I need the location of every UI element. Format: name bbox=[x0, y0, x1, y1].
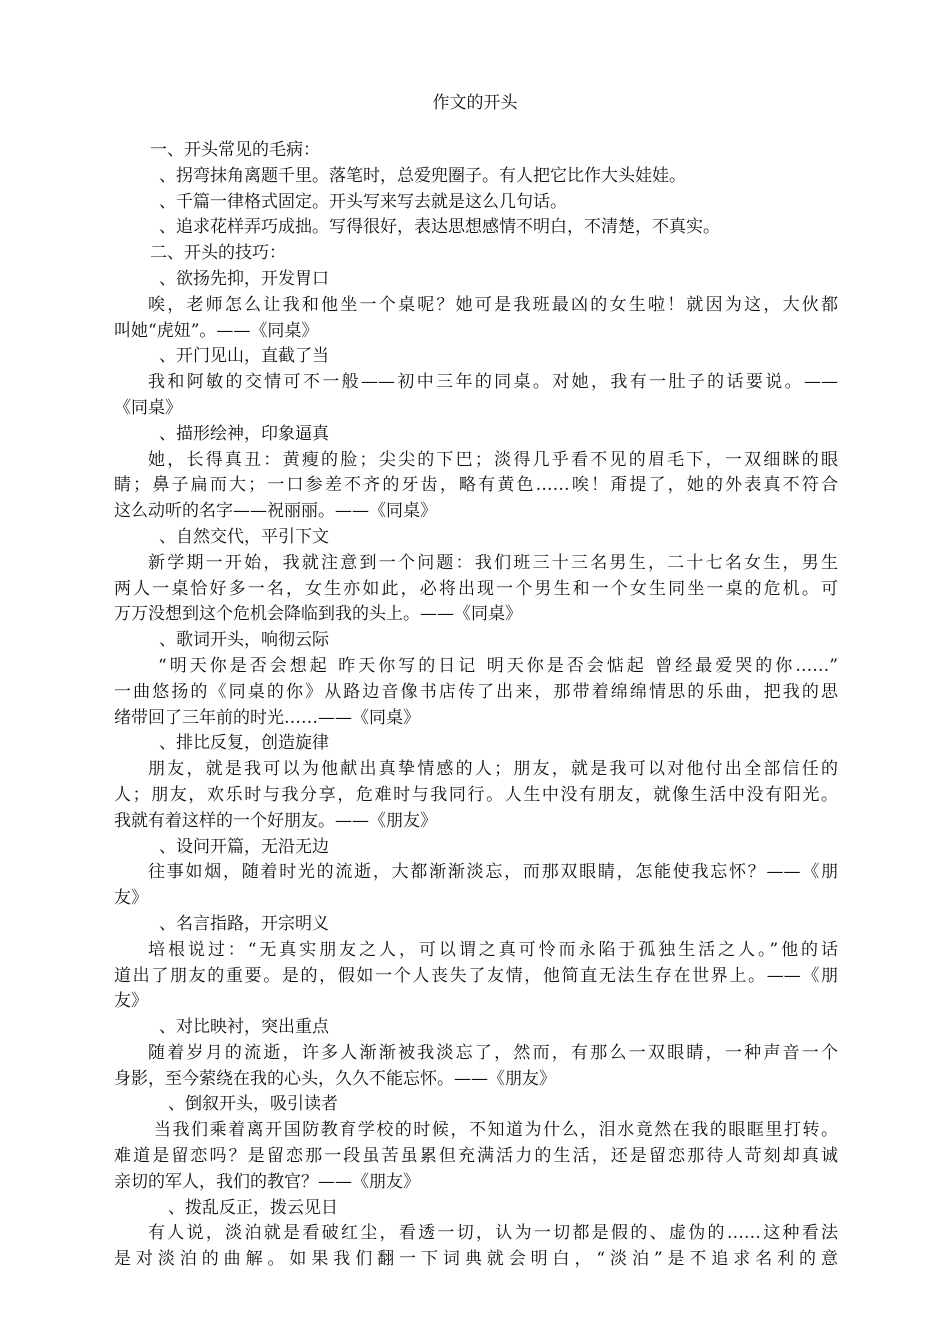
paragraph-line: 睛；鼻子扁而大；一口参差不齐的牙齿，略有黄色……唉！甭提了，她的外表真不符合 bbox=[114, 475, 838, 496]
paragraph-line: 身影，至今萦绕在我的心头，久久不能忘怀。——《朋友》 bbox=[114, 1068, 556, 1089]
technique-heading: 、名言指路，开宗明义 bbox=[159, 913, 329, 934]
paragraph-line: 我和阿敏的交情可不一般——初中三年的同桌。对她，我有一肚子的话要说。—— bbox=[148, 372, 838, 393]
paragraph-line: 唉，老师怎么让我和他坐一个桌呢？她可是我班最凶的女生啦！就因为这，大伙都 bbox=[148, 294, 838, 315]
paragraph-line: 朋友，就是我可以为他献出真挚情感的人；朋友，就是我可以对他付出全部信任的 bbox=[148, 759, 838, 780]
technique-heading: 、对比映衬，突出重点 bbox=[159, 1017, 329, 1038]
paragraph-line: 培根说过：“无真实朋友之人，可以谓之真可怜而永陷于孤独生活之人。”他的话 bbox=[148, 939, 838, 960]
paragraph-line: 叫她“虎妞”。——《同桌》 bbox=[114, 320, 319, 341]
technique-heading: 、歌词开头，响彻云际 bbox=[159, 630, 329, 651]
paragraph-line: 亲切的军人，我们的教官？——《朋友》 bbox=[114, 1171, 420, 1192]
paragraph-line: 《同桌》 bbox=[114, 397, 182, 418]
technique-heading: 、欲扬先抑，开发胃口 bbox=[159, 268, 329, 289]
document-body bbox=[114, 138, 838, 1273]
paragraph-line: 一曲悠扬的《同桌的你》从路边音像书店传了出来，那带着绵绵情思的乐曲，把我的思 bbox=[114, 681, 838, 702]
paragraph-line: “明天你是否会想起 昨天你写的日记 明天你是否会惦起 曾经最爱哭的你……” bbox=[158, 655, 838, 676]
paragraph-line: 人；朋友，欢乐时与我分享，危难时与我同行。人生中没有朋友，就像生活中没有阳光。 bbox=[114, 784, 838, 805]
paragraph-line: 有人说，淡泊就是看破红尘，看透一切，认为一切都是假的、虚伪的……这种看法 bbox=[148, 1223, 838, 1244]
section-heading: 二、开头的技巧： bbox=[150, 243, 286, 264]
paragraph-line: 当我们乘着离开国防教育学校的时候，不知道为什么，泪水竟然在我的眼眶里打转。 bbox=[154, 1120, 838, 1141]
technique-heading: 、拨乱反正，拨云见日 bbox=[168, 1197, 338, 1218]
paragraph-line: 友》 bbox=[114, 888, 148, 909]
list-item: 、千篇一律格式固定。开头写来写去就是这么几句话。 bbox=[159, 191, 567, 212]
list-item: 、拐弯抹角离题千里。落笔时，总爱兜圈子。有人把它比作大头娃娃。 bbox=[159, 165, 686, 186]
document-title: 作文的开头 bbox=[432, 93, 518, 113]
technique-heading: 、设问开篇，无沿无边 bbox=[159, 836, 329, 857]
technique-heading: 、倒叙开头，吸引读者 bbox=[168, 1094, 338, 1115]
paragraph-line: 随着岁月的流逝，许多人渐渐被我淡忘了，然而，有那么一双眼睛，一种声音一个 bbox=[148, 1042, 838, 1063]
paragraph-line: 我就有着这样的一个好朋友。——《朋友》 bbox=[114, 810, 437, 831]
paragraph-line: 绪带回了三年前的时光……——《同桌》 bbox=[114, 707, 420, 728]
technique-heading: 、排比反复，创造旋律 bbox=[159, 733, 329, 754]
technique-heading: 、描形绘神，印象逼真 bbox=[159, 423, 329, 444]
paragraph-line: 万万没想到这个危机会降临到我的头上。——《同桌》 bbox=[114, 604, 522, 625]
paragraph-line: 她，长得真丑：黄瘦的脸；尖尖的下巴；淡得几乎看不见的眉毛下，一双细眯的眼 bbox=[148, 449, 838, 470]
paragraph-line: 是对淡泊的曲解。如果我们翻一下词典就会明白，“淡泊”是不追求名利的意 bbox=[114, 1249, 838, 1270]
technique-heading: 、开门见山，直截了当 bbox=[159, 346, 329, 367]
paragraph-line: 两人一桌恰好多一名，女生亦如此，必将出现一个男生和一个女生同坐一桌的危机。可 bbox=[114, 578, 838, 599]
section-heading: 一、开头常见的毛病： bbox=[150, 140, 320, 160]
paragraph-line: 新学期一开始，我就注意到一个问题：我们班三十三名男生，二十七名女生，男生 bbox=[148, 552, 838, 573]
list-item: 、追求花样弄巧成拙。写得很好，表达思想感情不明白，不清楚，不真实。 bbox=[159, 217, 720, 238]
paragraph-line: 难道是留恋吗？是留恋那一段虽苦虽累但充满活力的生活，还是留恋那待人苛刻却真诚 bbox=[114, 1146, 838, 1167]
paragraph-line: 友》 bbox=[114, 991, 148, 1012]
paragraph-line: 往事如烟，随着时光的流逝，大都渐渐淡忘，而那双眼睛，怎能使我忘怀？——《朋 bbox=[148, 862, 838, 883]
paragraph-line: 这么动听的名字——祝丽丽。——《同桌》 bbox=[114, 501, 437, 522]
technique-heading: 、自然交代，平引下文 bbox=[159, 526, 329, 547]
paragraph-line: 道出了朋友的重要。是的，假如一个人丧失了友情，他简直无法生存在世界上。——《朋 bbox=[114, 965, 838, 986]
